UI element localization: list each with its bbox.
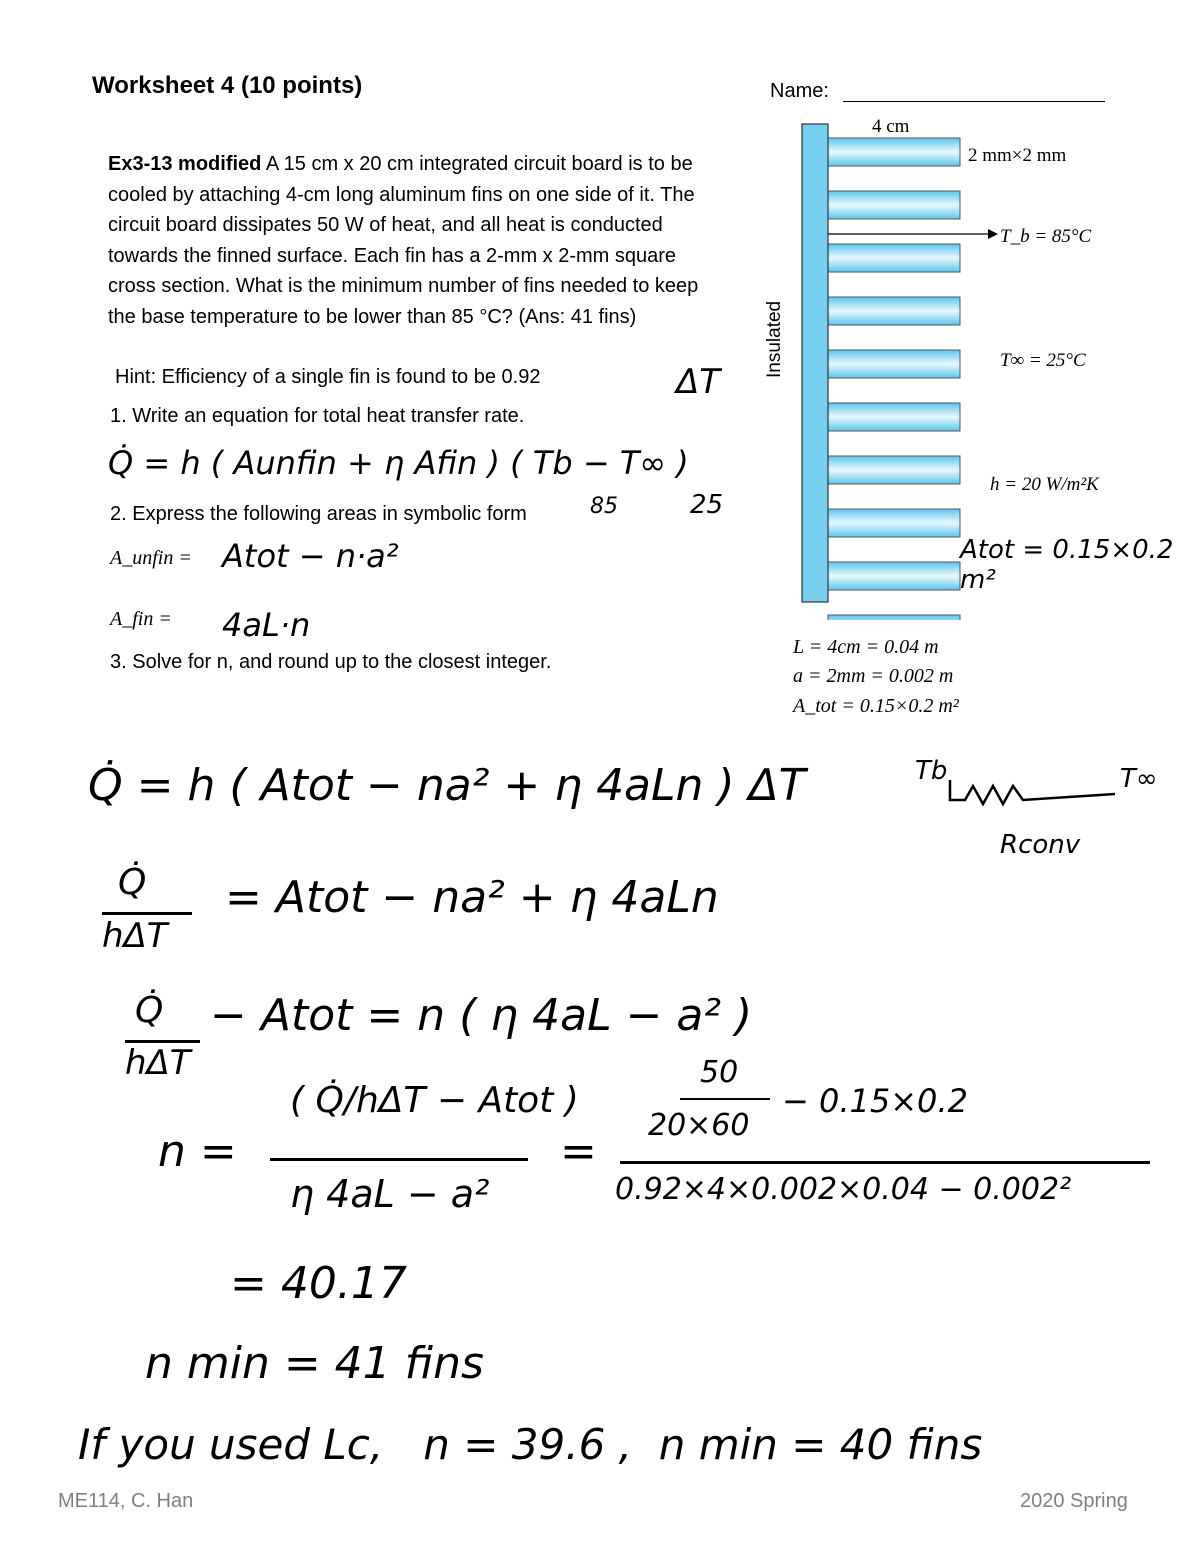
hw-line3-den: hΔT	[125, 1043, 191, 1083]
fin	[828, 562, 960, 590]
hw-step1-equation: Q̇ = h ( Aunfin + η Afin ) ( Tb − T∞ )	[108, 444, 689, 482]
hw-tinf-value: 25	[690, 490, 724, 520]
hw-a-unfin: Atot − n·a²	[222, 537, 399, 575]
hw-resist-tinf: T∞	[1120, 764, 1158, 794]
hw-line2-num: Q̇	[118, 862, 147, 903]
worksheet-title: Worksheet 4 (10 points)	[92, 72, 363, 99]
problem-statement	[108, 149, 728, 332]
fin	[828, 191, 960, 219]
hw-frac-den: η 4aL − a²	[290, 1172, 490, 1216]
circuit-board-base	[802, 124, 828, 602]
fin	[828, 615, 960, 620]
cross-section-label: 2 mm×2 mm	[968, 145, 1067, 166]
fin	[828, 456, 960, 484]
hint-text: Hint: Efficiency of a single fin is found to be 0.92	[115, 366, 541, 388]
hw-n-label: n =	[158, 1126, 237, 1177]
hw-resist-label: Rconv	[1000, 830, 1081, 860]
hw-line1: Q̇ = h ( Atot − na² + η 4aLn ) ΔT	[88, 760, 806, 811]
hw-frac-bar	[270, 1158, 528, 1161]
step-3: 3. Solve for n, and round up to the closest integer.	[110, 651, 552, 673]
fin	[828, 509, 960, 537]
tb-arrow-head	[988, 229, 998, 239]
hw-resist-tb: Tb	[915, 756, 948, 786]
hw-a-fin: 4aL·n	[222, 606, 311, 644]
resistor-sketch	[945, 770, 1125, 820]
name-field-line	[843, 101, 1105, 102]
hw-num-rest: − 0.15×0.2	[782, 1082, 968, 1120]
fin	[828, 138, 960, 166]
footer-right: 2020 Spring	[1020, 1490, 1128, 1512]
hw-lc-note: If you used Lc, n = 39.6 , n min = 40 fins	[78, 1420, 983, 1469]
hw-equals: =	[560, 1126, 597, 1177]
given-a: a = 2mm = 0.002 m	[793, 665, 954, 687]
hw-atot-note: Atot = 0.15×0.2 m²	[960, 535, 1174, 595]
problem-body: A 15 cm x 20 cm integrated circuit board is to be cooled by attaching 4-cm long aluminum fins on one side of it. The circuit board dissipates 50 W of heat, and all heat is conducted towards the finned surface. Each fin has a 2-mm x 2-mm square cross section. What is the minimum number of fins needed to keep the base temperature to be lower than 85 °C? (Ans: 41 fins)	[108, 153, 699, 328]
hw-result: = 40.17	[230, 1258, 407, 1309]
hw-line2-bar	[102, 912, 192, 915]
step-1: 1. Write an equation for total heat transfer rate.	[110, 405, 525, 427]
hw-line3-rest: − Atot = n ( η 4aL − a² )	[210, 990, 753, 1041]
a-fin-label: A_fin =	[110, 608, 172, 630]
fin	[828, 403, 960, 431]
hw-num-den: 0.92×4×0.002×0.04 − 0.002²	[615, 1172, 1072, 1207]
resistor-path	[950, 780, 1115, 804]
hw-line2-rhs: = Atot − na² + η 4aLn	[225, 872, 719, 923]
hw-num-top: 50	[700, 1055, 739, 1090]
given-atot: A_tot = 0.15×0.2 m²	[793, 695, 959, 717]
tb-label: T_b = 85°C	[1000, 226, 1092, 247]
given-L: L = 4cm = 0.04 m	[793, 636, 939, 658]
fin	[828, 244, 960, 272]
hw-num-mid: 20×60	[648, 1108, 750, 1143]
h-label: h = 20 W/m²K	[990, 474, 1099, 495]
name-label: Name:	[770, 80, 829, 102]
fins-group	[828, 138, 960, 620]
hw-line3-num: Q̇	[135, 990, 164, 1031]
fin	[828, 350, 960, 378]
step-2: 2. Express the following areas in symbolic form	[110, 503, 527, 525]
hw-frac-num: ( Q̇/hΔT − Atot )	[290, 1080, 579, 1121]
fin	[828, 297, 960, 325]
insulated-label: Insulated	[764, 300, 785, 378]
a-unfin-label: A_unfin =	[110, 547, 192, 569]
hw-tb-value: 85	[590, 494, 618, 519]
problem-lead: Ex3-13 modified	[108, 153, 262, 175]
tinf-label: T∞ = 25°C	[1000, 350, 1086, 371]
hw-num-bar	[620, 1161, 1150, 1164]
fin-length-label: 4 cm	[872, 116, 910, 137]
hw-line2-den: hΔT	[102, 916, 168, 956]
hw-num-inner-bar	[680, 1098, 770, 1100]
hw-nmin: n min = 41 fins	[145, 1338, 484, 1389]
hw-delta-t-note: ΔT	[676, 362, 721, 402]
footer-left: ME114, C. Han	[58, 1490, 194, 1512]
